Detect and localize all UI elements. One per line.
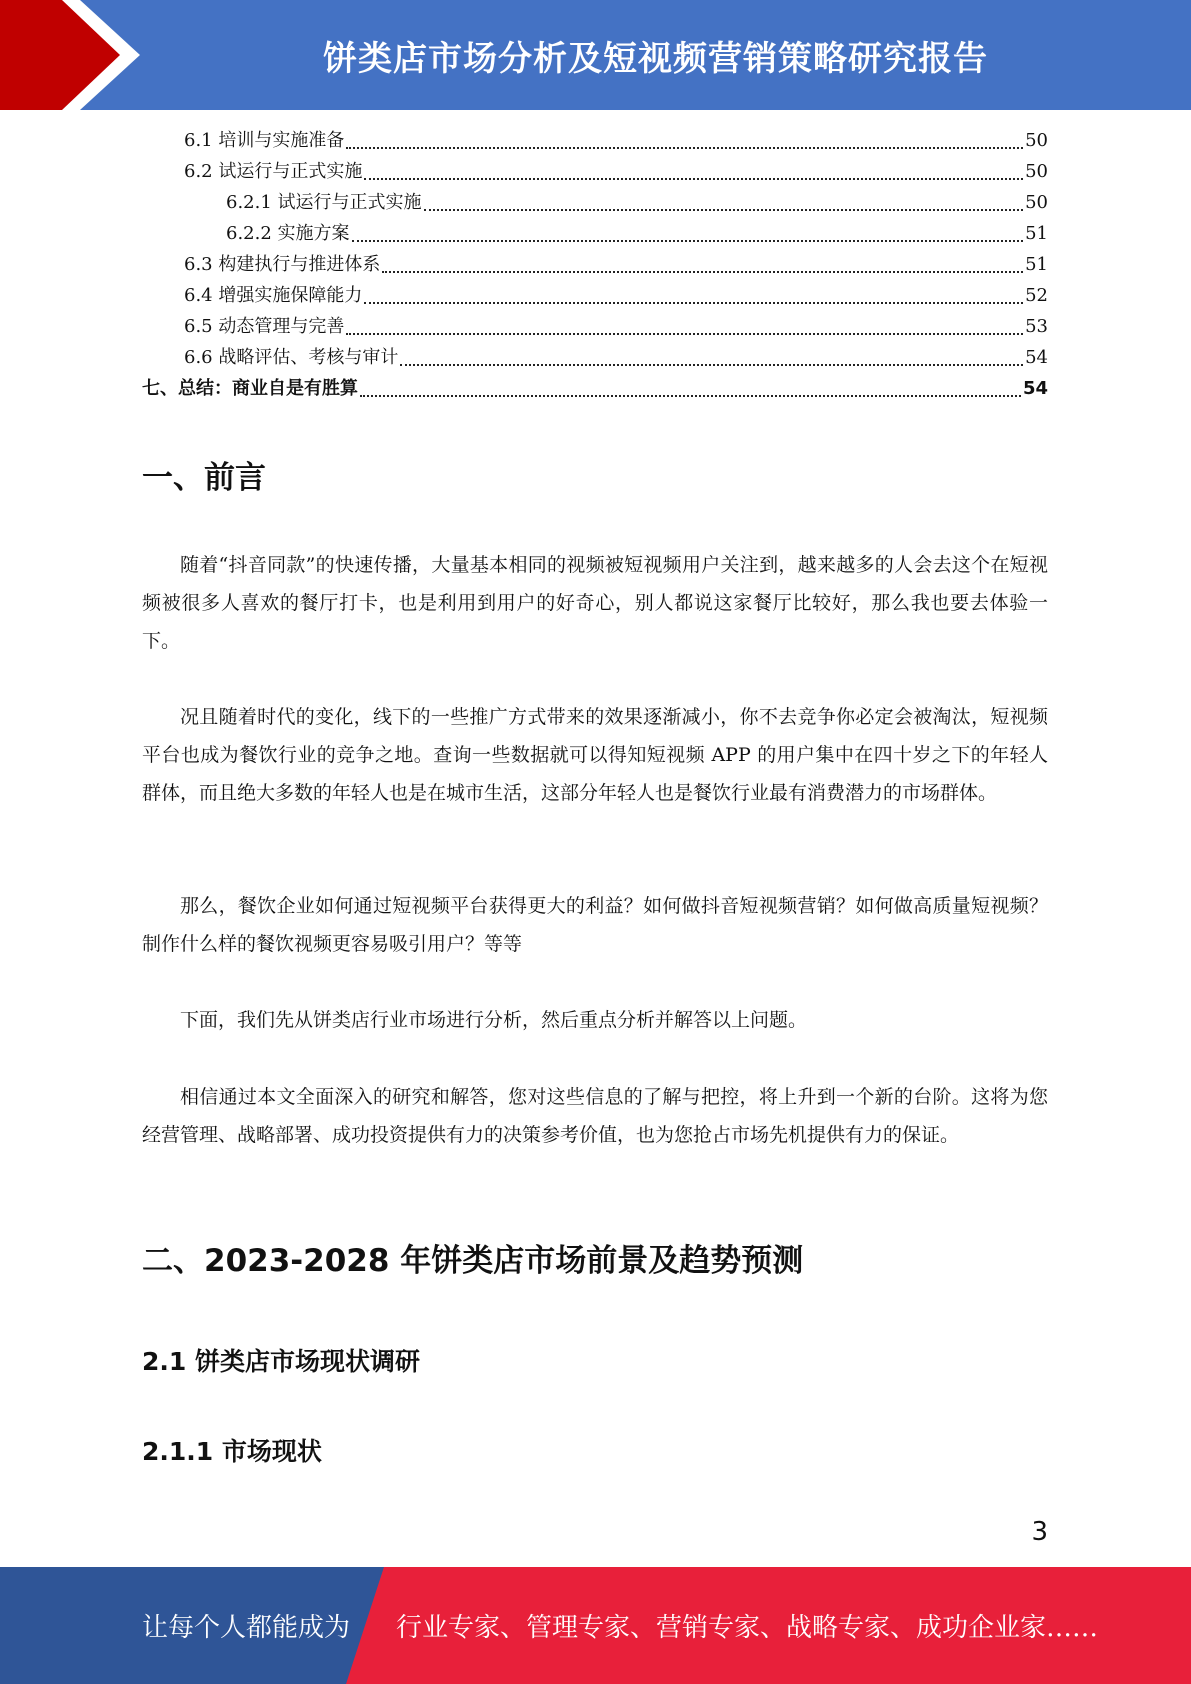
footer-slogan-left: 让每个人都能成为 — [142, 1613, 351, 1643]
toc-entry[interactable] — [142, 374, 1048, 405]
section-heading-container — [142, 1235, 1048, 1280]
toc-leader — [346, 146, 1023, 149]
toc-page: 53 — [1025, 316, 1048, 337]
toc-label: 6.3 构建执行与推进体系 — [184, 254, 381, 275]
toc-page: 51 — [1025, 254, 1048, 275]
paragraph: 随着“抖音同款”的快速传播，大量基本相同的视频被短视频用户关注到，越来越多的人会去这个在短视频被很多人喜欢的餐厅打卡，也是利用到用户的好奇心，别人都说这家餐厅比较好，那么我也要去体验一下。 — [142, 554, 1048, 652]
toc-page: 52 — [1025, 285, 1048, 306]
toc-entry[interactable] — [142, 281, 1048, 312]
toc-page: 50 — [1025, 130, 1048, 151]
subsection-heading: 2.1 饼类店市场现状调研 — [142, 1347, 420, 1376]
toc-leader — [352, 239, 1024, 242]
toc-label: 6.5 动态管理与完善 — [184, 316, 345, 337]
toc-label: 6.2 试运行与正式实施 — [184, 161, 363, 182]
section-heading: 一、前言 — [142, 460, 266, 496]
toc-entry[interactable] — [142, 312, 1048, 343]
paragraph-block — [142, 698, 1048, 812]
toc-entry[interactable] — [142, 250, 1048, 281]
table-of-contents — [142, 126, 1048, 405]
toc-label: 6.2.2 实施方案 — [226, 223, 350, 244]
footer-slogan-right: 行业专家、管理专家、营销专家、战略专家、成功企业家…… — [396, 1613, 1099, 1643]
subsection-heading-container — [142, 1432, 1048, 1468]
toc-entry[interactable] — [142, 157, 1048, 188]
toc-label: 七、总结：商业自是有胜算 — [142, 378, 358, 399]
paragraph-block — [142, 546, 1048, 660]
toc-page: 51 — [1025, 223, 1048, 244]
paragraph: 相信通过本文全面深入的研究和解答，您对这些信息的了解与把控，将上升到一个新的台阶。这将为您经营管理、战略部署、成功投资提供有力的决策参考价值，也为您抢占市场先机提供有力的保证。 — [142, 1086, 1048, 1146]
toc-leader — [382, 270, 1023, 273]
subsection-heading-container — [142, 1342, 1048, 1378]
section-heading-container — [142, 452, 1048, 497]
toc-page: 54 — [1022, 378, 1048, 399]
page-number: 3 — [1031, 1517, 1048, 1547]
paragraph-block — [142, 1001, 1048, 1039]
toc-leader — [424, 208, 1024, 211]
toc-label: 6.1 培训与实施准备 — [184, 130, 345, 151]
toc-leader — [364, 177, 1023, 180]
toc-label: 6.6 战略评估、考核与审计 — [184, 347, 399, 368]
header-banner — [0, 0, 1191, 110]
paragraph-block — [142, 1078, 1048, 1154]
toc-leader — [364, 301, 1023, 304]
section-heading: 二、2023-2028 年饼类店市场前景及趋势预测 — [142, 1243, 804, 1279]
toc-entry[interactable] — [142, 219, 1048, 250]
toc-entry[interactable] — [142, 188, 1048, 219]
paragraph: 下面，我们先从饼类店行业市场进行分析，然后重点分析并解答以上问题。 — [180, 1009, 808, 1031]
toc-leader — [346, 332, 1023, 335]
toc-label: 6.2.1 试运行与正式实施 — [226, 192, 422, 213]
paragraph-block — [142, 887, 1048, 963]
toc-label: 6.4 增强实施保障能力 — [184, 285, 363, 306]
toc-entry[interactable] — [142, 343, 1048, 374]
paragraph: 那么，餐饮企业如何通过短视频平台获得更大的利益？如何做抖音短视频营销？如何做高质量短视频？制作什么样的餐饮视频更容易吸引用户？等等 — [142, 895, 1048, 955]
toc-page: 50 — [1025, 192, 1048, 213]
toc-page: 50 — [1025, 161, 1048, 182]
report-title: 饼类店市场分析及短视频营销策略研究报告 — [323, 38, 988, 79]
toc-leader — [360, 394, 1021, 397]
toc-entry[interactable] — [142, 126, 1048, 157]
paragraph: 况且随着时代的变化，线下的一些推广方式带来的效果逐渐减小，你不去竞争你必定会被淘汰，短视频平台也成为餐饮行业的竞争之地。查询一些数据就可以得知短视频 APP 的用户集中在四十岁之下的年轻人群体，而且绝大多数的年轻人也是在城市生活，这部分年轻人也是餐饮行业最有消费潜力的市场群体。 — [142, 706, 1048, 804]
footer-banner — [0, 1567, 1191, 1684]
toc-leader — [400, 363, 1023, 366]
subsection-heading: 2.1.1 市场现状 — [142, 1437, 322, 1466]
toc-page: 54 — [1025, 347, 1048, 368]
